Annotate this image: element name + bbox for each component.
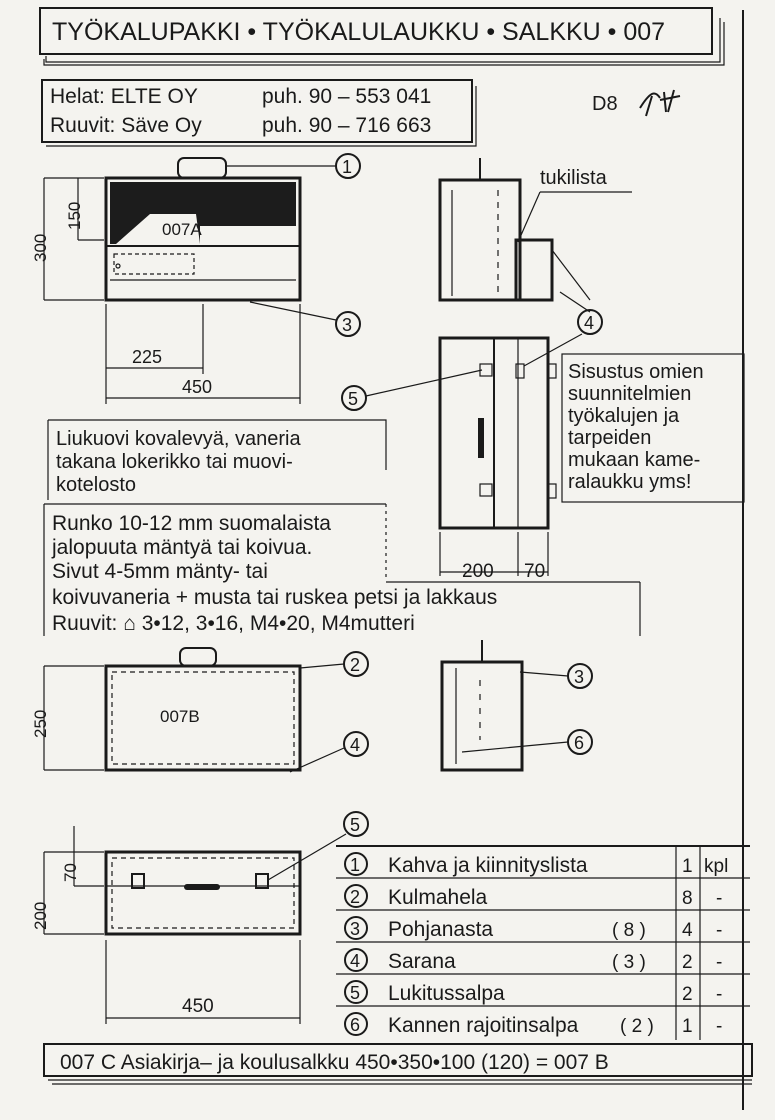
callout-6b: [568, 730, 592, 754]
case-007b-front: [31, 648, 344, 772]
svg-text:4: 4: [584, 313, 595, 333]
svg-text:Kahva ja kiinnityslista: Kahva ja kiinnityslista: [388, 854, 588, 877]
svg-text:4: 4: [682, 920, 693, 941]
body-line-1: Runko 10-12 mm suomalaista: [52, 512, 331, 535]
supplier-1-label: Helat: ELTE OY: [50, 85, 198, 108]
sliding-line-3: kotelosto: [56, 474, 137, 496]
dim-300: 300: [31, 233, 50, 262]
svg-text:6: 6: [574, 733, 585, 753]
callout-5c: [344, 812, 368, 836]
callout-4a: [578, 310, 602, 334]
body-line-3: Sivut 4-5mm mänty- tai: [52, 560, 268, 583]
sliding-line-2: takana lokerikko tai muovi-: [56, 451, 293, 473]
body-line-4: koivuvaneria + musta tai ruskea petsi ja lakkaus: [52, 586, 498, 609]
footer-text: 007 C Asiakirja– ja koulusalkku 450•350•100 (120) = 007 B: [60, 1051, 609, 1074]
svg-text:5: 5: [350, 815, 361, 835]
supplier-2-phone: puh. 90 – 716 663: [262, 114, 432, 137]
signature-mark: [640, 90, 680, 116]
callout-3a: [336, 312, 360, 336]
svg-text:1: 1: [682, 856, 693, 877]
svg-text:1: 1: [342, 157, 353, 177]
supplier-1-phone: puh. 90 – 553 041: [262, 85, 432, 108]
label-007a: 007A: [162, 220, 202, 239]
case-007b-side: [442, 640, 568, 770]
svg-text:2: 2: [682, 952, 693, 973]
svg-text:1: 1: [682, 1016, 693, 1037]
interior-line-5: mukaan kame-: [568, 449, 701, 471]
title-banner: [40, 8, 724, 65]
svg-text:3: 3: [342, 315, 353, 335]
interior-line-4: tarpeiden: [568, 427, 652, 449]
svg-text:3: 3: [350, 919, 361, 939]
label-007b: 007B: [160, 707, 200, 726]
case-007a-open: [366, 334, 582, 582]
svg-text:4: 4: [350, 951, 361, 971]
dim-450: 450: [182, 377, 213, 397]
svg-text:Pohjanasta: Pohjanasta: [388, 918, 494, 941]
svg-text:5: 5: [348, 389, 359, 409]
callout-1a: [336, 154, 360, 178]
svg-text:2: 2: [682, 984, 693, 1005]
svg-text:-: -: [716, 984, 723, 1005]
case-c-front: [31, 826, 346, 1024]
label-tukilista: tukilista: [540, 167, 607, 189]
parts-row: [345, 853, 728, 877]
dim-150: 150: [65, 201, 84, 230]
svg-text:1: 1: [350, 855, 361, 875]
svg-text:5: 5: [350, 983, 361, 1003]
interior-line-2: suunnitelmien: [568, 383, 692, 405]
svg-text:2: 2: [350, 887, 361, 907]
svg-text:2: 2: [350, 655, 361, 675]
parts-row: [345, 1013, 722, 1037]
supplier-box: [42, 80, 476, 146]
svg-text:( 3 ): ( 3 ): [612, 952, 646, 973]
svg-text:kpl: kpl: [704, 856, 729, 877]
title-text: TYÖKALUPAKKI • TYÖKALULAUKKU • SALKKU • 007: [52, 18, 666, 46]
parts-row: [345, 949, 722, 973]
svg-text:Kannen rajoitinsalpa: Kannen rajoitinsalpa: [388, 1014, 579, 1037]
dim-200: 200: [462, 561, 494, 582]
parts-table: [336, 846, 750, 1040]
svg-text:4: 4: [350, 735, 361, 755]
dim-250: 250: [31, 709, 50, 738]
footer-bar: [44, 1044, 752, 1084]
dim-70: 70: [524, 561, 546, 582]
callout-2b: [344, 652, 368, 676]
note-body: [44, 504, 640, 636]
case-007a-side: [440, 158, 632, 312]
interior-line-3: työkalujen ja: [568, 405, 680, 427]
sliding-line-1: Liukuovi kovalevyä, vaneria: [56, 428, 301, 450]
interior-line-6: ralaukku yms!: [568, 471, 692, 493]
dim-200c: 200: [31, 901, 50, 930]
svg-text:3: 3: [574, 667, 585, 687]
svg-text:Kulmahela: Kulmahela: [388, 886, 488, 909]
svg-text:Sarana: Sarana: [388, 950, 456, 973]
note-sliding-door: [48, 420, 386, 500]
svg-text:-: -: [716, 1016, 723, 1037]
body-line-5: Ruuvit: ⌂ 3•12, 3•16, M4•20, M4mutteri: [52, 612, 415, 635]
svg-text:-: -: [716, 888, 723, 909]
callout-4b: [344, 732, 368, 756]
svg-text:-: -: [716, 952, 723, 973]
dim-70c: 70: [61, 863, 80, 882]
case-007a-front: [31, 158, 336, 404]
interior-line-1: Sisustus omien: [568, 361, 704, 383]
drawing-code: D8: [592, 93, 618, 115]
parts-row: [345, 885, 722, 909]
supplier-2-label: Ruuvit: Säve Oy: [50, 114, 202, 137]
svg-text:Lukitussalpa: Lukitussalpa: [388, 982, 505, 1005]
callout-5a: [342, 386, 366, 410]
dim-450c: 450: [182, 996, 214, 1017]
callout-3b: [568, 664, 592, 688]
svg-text:-: -: [716, 920, 723, 941]
svg-text:8: 8: [682, 888, 693, 909]
handle: [178, 158, 226, 178]
body-line-2: jalopuuta mäntyä tai koivua.: [52, 536, 313, 559]
svg-text:( 8 ): ( 8 ): [612, 920, 646, 941]
dim-225: 225: [132, 347, 163, 367]
parts-row: [345, 981, 722, 1005]
svg-text:6: 6: [350, 1015, 361, 1035]
svg-text:( 2 ): ( 2 ): [620, 1016, 654, 1037]
parts-row: [345, 917, 722, 941]
note-interior: [562, 354, 744, 502]
